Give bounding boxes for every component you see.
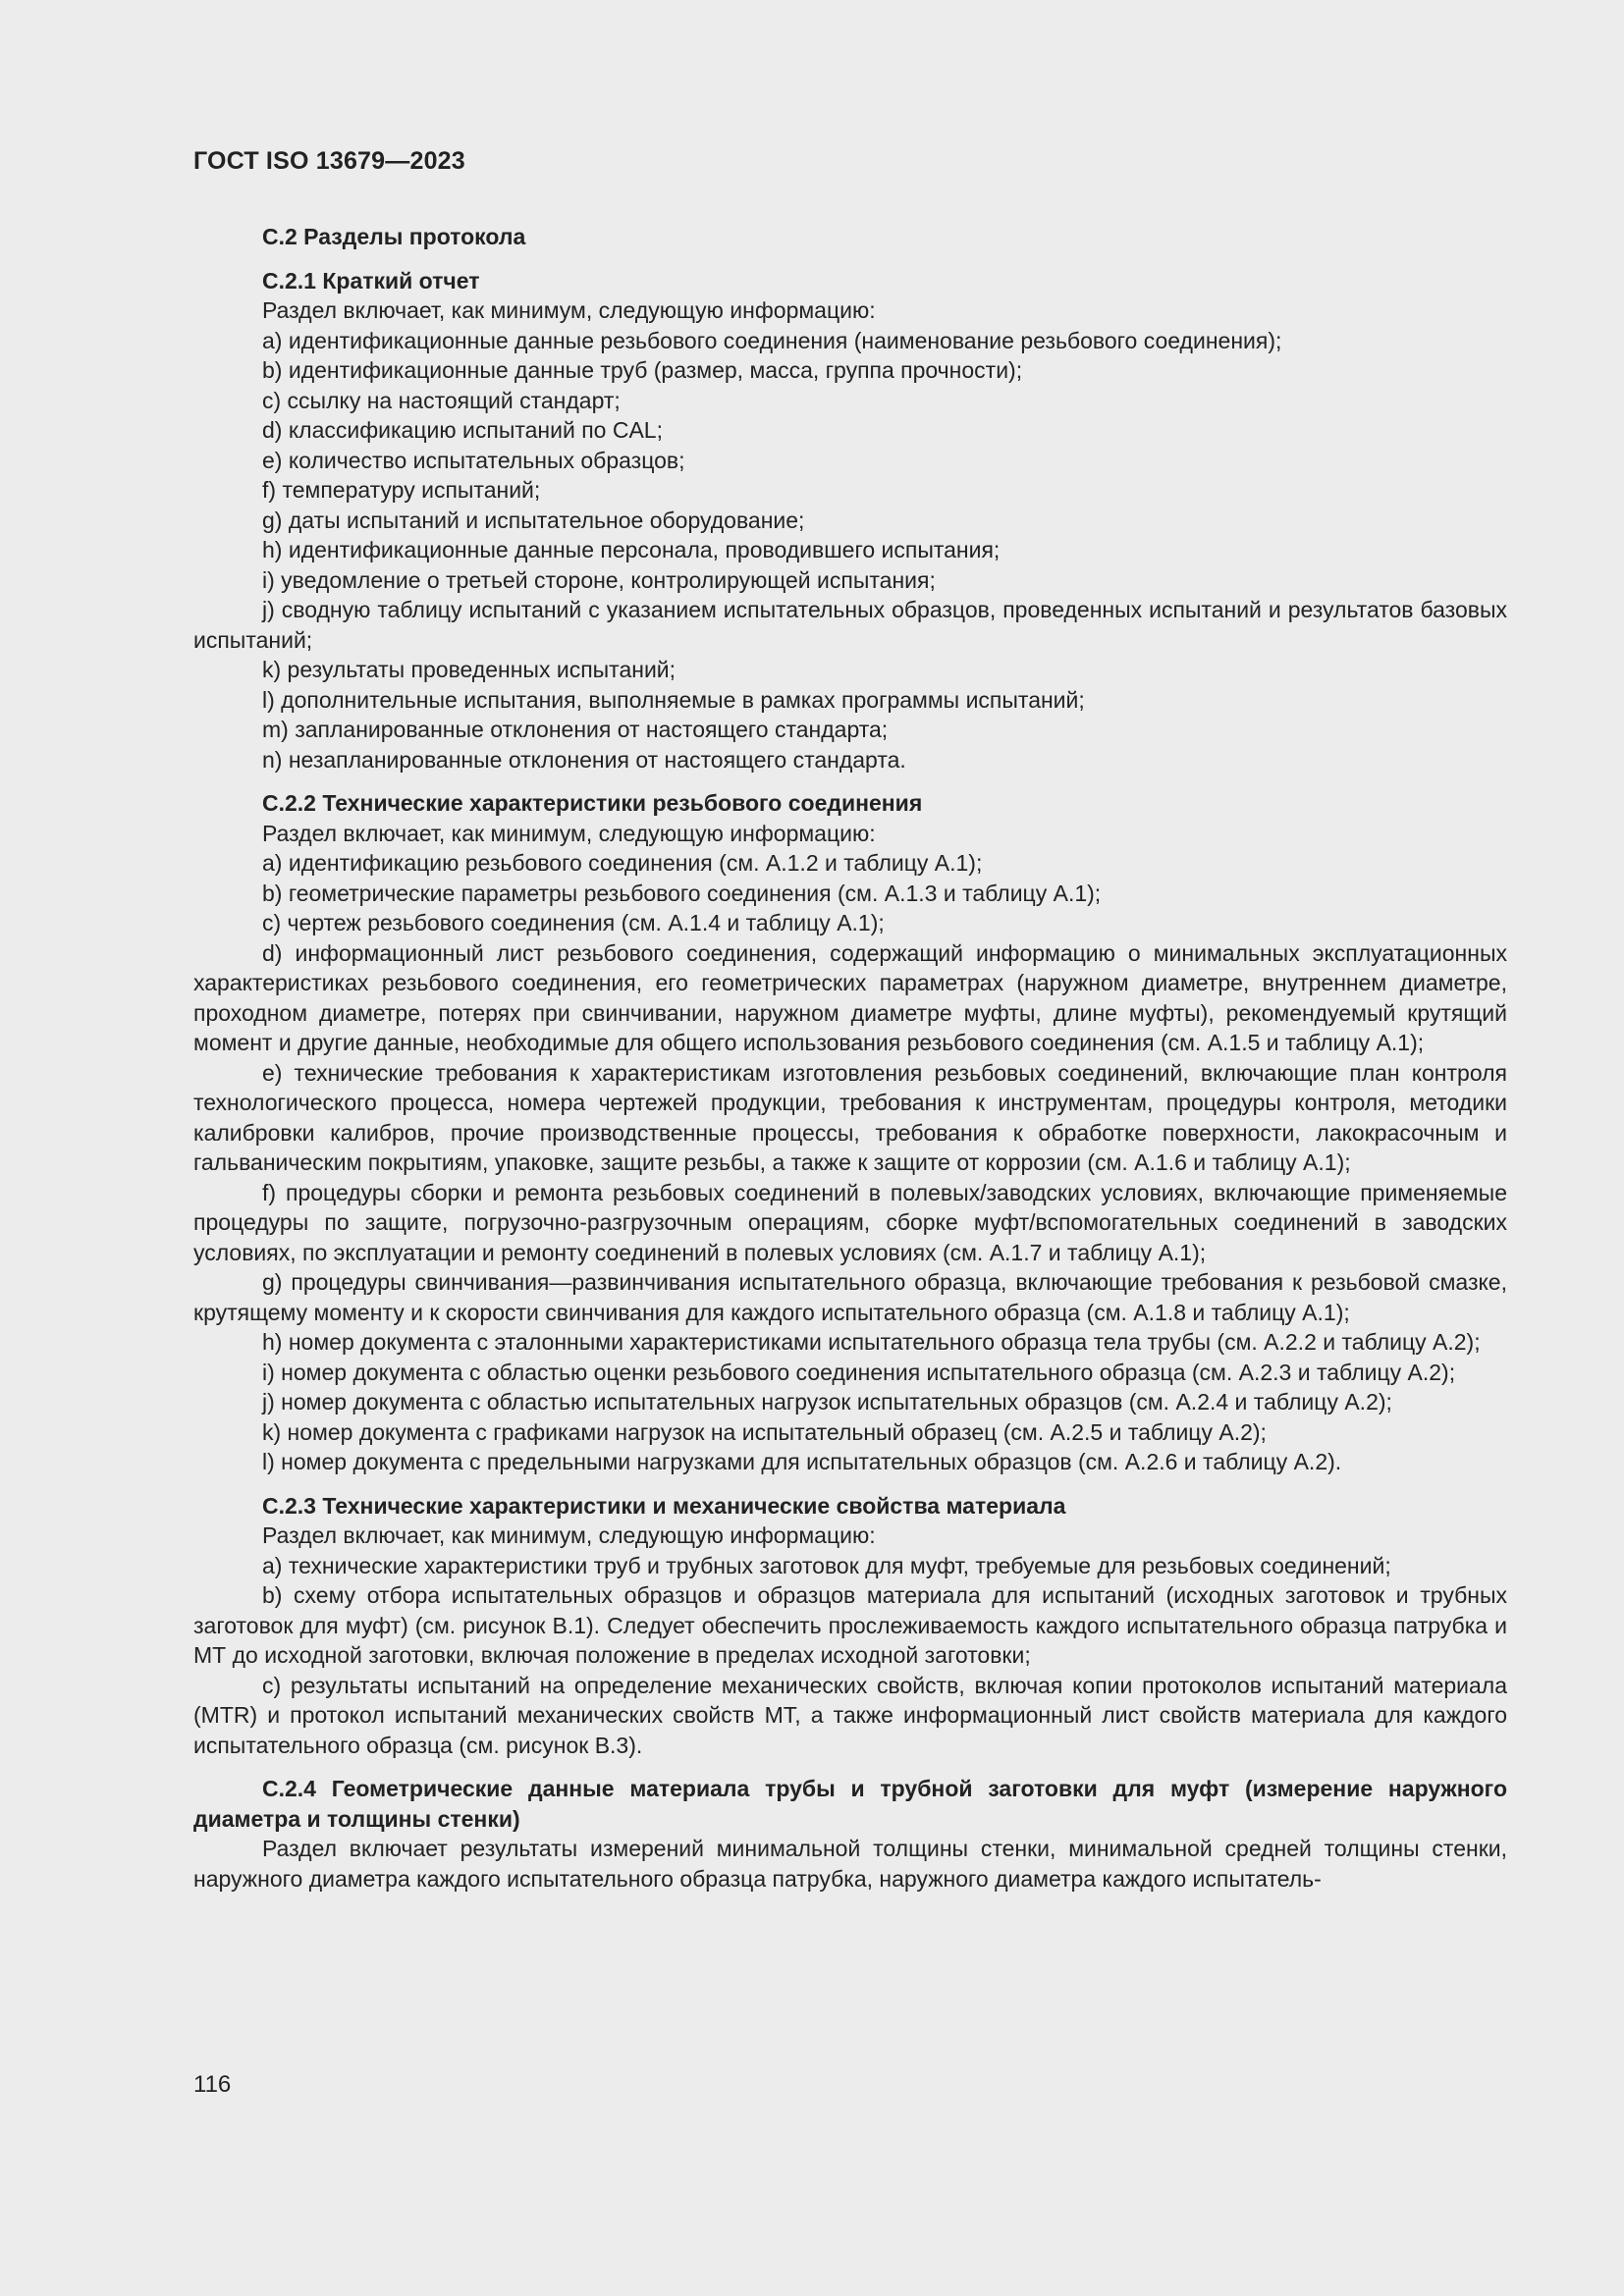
- paragraph: Раздел включает, как минимум, следующую информацию:: [262, 1522, 876, 1548]
- list-item: l) номер документа с предельными нагрузками для испытательных образцов (см. А.2.6 и таблицу А.2).: [262, 1449, 1342, 1474]
- list-item: b) геометрические параметры резьбового соединения (см. А.1.3 и таблицу А.1);: [262, 880, 1102, 906]
- subsection-title: С.2.2 Технические характеристики резьбового соединения: [262, 790, 923, 816]
- list-item: h) идентификационные данные персонала, проводившего испытания;: [262, 537, 1001, 562]
- subsection-title: С.2.1 Краткий отчет: [262, 267, 480, 294]
- list-item: n) незапланированные отклонения от настоящего стандарта.: [262, 746, 906, 773]
- document-body: [193, 222, 1507, 1894]
- list-item: a) технические характеристики труб и трубных заготовок для муфт, требуемые для резьбовых соединений;: [262, 1552, 1391, 1578]
- list-item: g) процедуры свинчивания—развинчивания испытательного образца, включающие требования к резьбовой смазке, крутящему моменту и к скорости свинчивания для каждого испытательного образца (см. А.1.8 и таблицу А.1);: [193, 1269, 1507, 1325]
- subsection-title: С.2.4 Геометрические данные материала трубы и трубной заготовки для муфт (измерение наружного диаметра и толщины стенки): [193, 1776, 1507, 1832]
- list-item: b) идентификационные данные труб (размер, масса, группа прочности);: [262, 357, 1023, 383]
- list-item: d) классификацию испытаний по CAL;: [262, 417, 663, 443]
- paragraph: Раздел включает, как минимум, следующую информацию:: [262, 820, 876, 846]
- list-item: i) уведомление о третьей стороне, контролирующей испытания;: [262, 566, 936, 593]
- list-item: i) номер документа с областью оценки резьбового соединения испытательного образца (см. А.2.3 и таблицу А.2);: [262, 1359, 1456, 1385]
- list-item: f) процедуры сборки и ремонта резьбовых соединений в полевых/заводских условиях, включающие применяемые процедуры по защите, погрузочно-разгрузочным операциям, сборке муфт/вспомогательных соединений в заводских условиях, по эксплуатации и ремонту соединений в полевых условиях (см. А.1.7 и таблицу А.1);: [193, 1179, 1507, 1265]
- list-item: b) схему отбора испытательных образцов и образцов материала для испытаний (исходных заготовок и трубных заготовок для муфт) (см. рисунок В.1). Следует обеспечить прослеживаемость каждого испытательного образца патрубка и МТ до исходной заготовки, включая положение в пределах исходной заготовки;: [193, 1582, 1507, 1668]
- list-item: j) номер документа с областью испытательных нагрузок испытательных образцов (см. А.2.4 и таблицу А.2);: [262, 1389, 1392, 1415]
- list-item: f) температуру испытаний;: [262, 477, 541, 503]
- document-header: ГОСТ ISO 13679—2023: [193, 147, 465, 175]
- paragraph: Раздел включает, как минимум, следующую информацию:: [262, 297, 876, 323]
- list-item: h) номер документа с эталонными характеристиками испытательного образца тела трубы (см. А.2.2 и таблицу А.2);: [262, 1329, 1481, 1355]
- list-item: g) даты испытаний и испытательное оборудование;: [262, 507, 805, 533]
- list-item: c) результаты испытаний на определение механических свойств, включая копии протоколов испытаний материала (MTR) и протокол испытаний механических свойств МТ, а также информационный лист свойств материала для каждого испытательного образца (см. рисунок В.3).: [193, 1672, 1507, 1758]
- list-item: l) дополнительные испытания, выполняемые в рамках программы испытаний;: [262, 686, 1085, 713]
- section-title: С.2 Разделы протокола: [262, 224, 526, 249]
- list-item: j) сводную таблицу испытаний с указанием испытательных образцов, проведенных испытаний и результатов базовых испытаний;: [193, 597, 1507, 653]
- list-item: d) информационный лист резьбового соединения, содержащий информацию о минимальных эксплуатационных характеристиках резьбового соединения, его геометрических параметрах (наружном диаметре, внутреннем диаметре, проходном диаметре, потерях при свинчивании, наружном диаметре муфты, длине муфты), рекомендуемый крутящий момент и другие данные, необходимые для общего использования резьбового соединения (см. А.1.5 и таблицу А.1);: [193, 939, 1507, 1055]
- list-item: m) запланированные отклонения от настоящего стандарта;: [262, 717, 889, 742]
- list-item: e) количество испытательных образцов;: [262, 447, 685, 473]
- list-item: c) чертеж резьбового соединения (см. А.1.4 и таблицу А.1);: [262, 910, 885, 935]
- list-item: k) номер документа с графиками нагрузок на испытательный образец (см. А.2.5 и таблицу А.2);: [262, 1418, 1267, 1445]
- list-item: a) идентификационные данные резьбового соединения (наименование резьбового соединения);: [262, 327, 1282, 353]
- page-number: 116: [193, 2071, 232, 2098]
- subsection-title: С.2.3 Технические характеристики и механические свойства материала: [262, 1492, 1066, 1519]
- list-item: e) технические требования к характеристикам изготовления резьбовых соединений, включающие план контроля технологического процесса, номера чертежей продукции, требования к инструментам, процедуры контроля, методики калибровки калибров, прочие производственные процессы, требования к обработке поверхности, лакокрасочным и гальваническим покрытиям, упаковке, защите резьбы, а также к защите от коррозии (см. А.1.6 и таблицу А.1);: [193, 1059, 1507, 1175]
- list-item: c) ссылку на настоящий стандарт;: [262, 387, 621, 413]
- paragraph: Раздел включает результаты измерений минимальной толщины стенки, минимальной средней толщины стенки, наружного диаметра каждого испытательного образца патрубка, наружного диаметра каждого испытатель-: [193, 1836, 1507, 1892]
- list-item: k) результаты проведенных испытаний;: [262, 657, 677, 682]
- list-item: a) идентификацию резьбового соединения (см. А.1.2 и таблицу А.1);: [262, 850, 983, 876]
